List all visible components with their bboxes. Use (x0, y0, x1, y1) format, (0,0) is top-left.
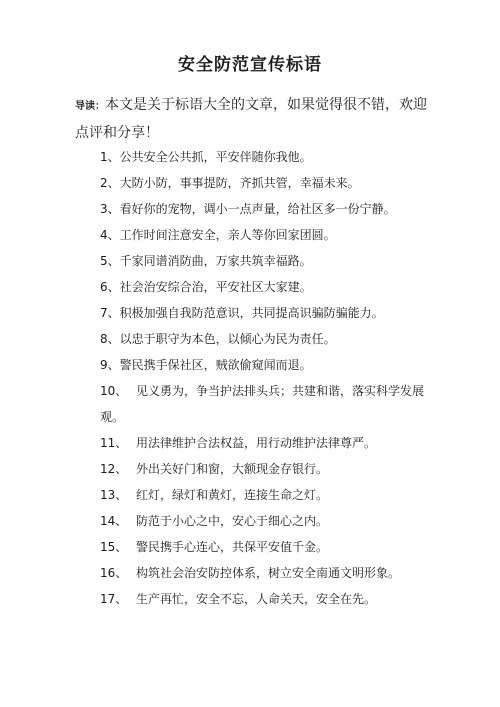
item-text: 以忠于职守为本色，以倾心为民为责任。 (119, 332, 336, 346)
item-text: 外出关好门和窗，大额现金存银行。 (136, 462, 329, 476)
list-item (75, 222, 435, 248)
list-item (75, 378, 435, 430)
item-text: 公共安全公共抓，平安伴随你我他。 (119, 150, 312, 164)
item-number: 11、 (100, 436, 128, 450)
slogan-list (75, 144, 435, 612)
list-item (75, 274, 435, 300)
list-item (75, 482, 435, 508)
item-number: 8、 (100, 332, 120, 346)
list-item (75, 248, 435, 274)
list-item (75, 144, 435, 170)
list-item (75, 196, 435, 222)
list-item (75, 352, 435, 378)
item-number: 14、 (100, 514, 128, 528)
item-text: 警民携手保社区，贼欲偷窥闻而退。 (119, 358, 312, 372)
item-text: 看好你的宠物，调小一点声量，给社区多一份宁静。 (119, 202, 396, 216)
list-item (75, 170, 435, 196)
item-number: 9、 (100, 358, 120, 372)
list-item (75, 508, 435, 534)
list-item (75, 560, 435, 586)
item-text: 千家同谱消防曲，万家共筑幸福路。 (119, 254, 312, 268)
item-number: 3、 (100, 202, 120, 216)
item-number: 1、 (100, 150, 120, 164)
item-number: 2、 (100, 176, 120, 190)
item-text: 见义勇为，争当护法排头兵；共建和谐，落实科学发展观。 (100, 384, 425, 424)
item-number: 5、 (100, 254, 120, 268)
document-title: 安全防范宣传标语 (178, 55, 322, 75)
item-text: 警民携手心连心，共保平安值千金。 (136, 540, 329, 554)
item-number: 15、 (100, 540, 128, 554)
item-number: 16、 (100, 566, 128, 580)
item-text: 社会治安综合治，平安社区大家建。 (119, 280, 312, 294)
list-item (75, 300, 435, 326)
item-text: 用法律维护合法权益，用行动维护法律尊严。 (136, 436, 377, 450)
intro-lead: 导读： (75, 101, 105, 112)
item-text: 生产再忙，安全不忘，人命关天，安全在先。 (136, 592, 377, 606)
item-text: 工作时间注意安全，亲人等你回家团圆。 (119, 228, 336, 242)
list-item (75, 534, 435, 560)
item-number: 10、 (100, 384, 128, 398)
list-item (75, 586, 435, 612)
list-item (75, 456, 435, 482)
item-text: 构筑社会治安防控体系，树立安全南通文明形象。 (136, 566, 401, 580)
item-number: 6、 (100, 280, 120, 294)
item-number: 7、 (100, 306, 120, 320)
item-text: 积极加强自我防范意识，共同提高识骗防骗能力。 (119, 306, 384, 320)
item-number: 12、 (100, 462, 128, 476)
list-item (75, 326, 435, 352)
item-number: 13、 (100, 488, 128, 502)
item-text: 红灯，绿灯和黄灯，连接生命之灯。 (136, 488, 329, 502)
list-item (75, 430, 435, 456)
item-number: 17、 (100, 592, 128, 606)
intro-paragraph (75, 92, 435, 146)
item-text: 大防小防，事事提防，齐抓共管，幸福未来。 (119, 176, 360, 190)
item-number: 4、 (100, 228, 120, 242)
item-text: 防范于小心之中，安心于细心之内。 (136, 514, 329, 528)
intro-text: 本文是关于标语大全的文章，如果觉得很不错，欢迎点评和分享！ (75, 97, 427, 141)
